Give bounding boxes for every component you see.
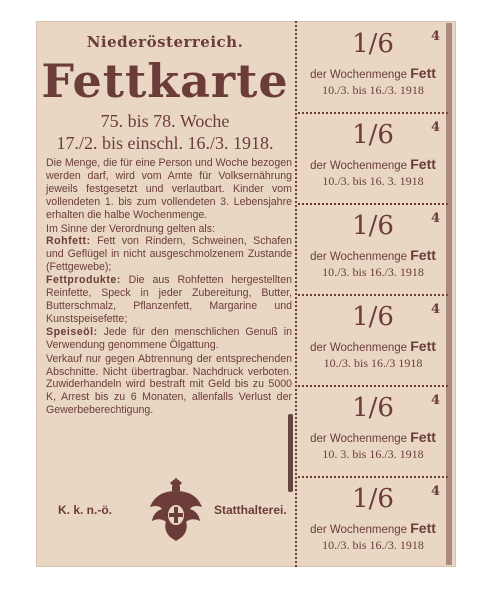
imperial-eagle-emblem-icon bbox=[148, 477, 204, 543]
coupon-amount: der Wochenmenge Fett bbox=[310, 338, 436, 354]
coupon-dates: 10./3. bis 16./3. 1918 bbox=[322, 265, 424, 279]
coupon-dates: 10./3. bis 16./3. 1918 bbox=[322, 83, 424, 97]
speiseol-label: Speiseöl: bbox=[46, 325, 98, 338]
rohfett-text: Fett von Rindern, Schweinen, Schafen und Geflügel in nicht ausgeschmolzenem Zustande (Fettgewebe); bbox=[46, 235, 292, 274]
definition-rohfett bbox=[46, 235, 292, 274]
card-title: Fettkarte bbox=[41, 54, 289, 108]
coupon-index: 4 bbox=[430, 393, 440, 408]
speiseol-text: Jede für den menschlichen Genuß in Verwendung genommene Ölgattung. bbox=[46, 325, 292, 351]
paragraph-definitions-intro: Im Sinne der Verordnung gelten als: bbox=[46, 222, 216, 235]
coupon-3[interactable] bbox=[298, 203, 448, 294]
coupon-index: 4 bbox=[430, 484, 440, 499]
paragraph-sale-rules: Verkauf nur gegen Abtrennung der entsprechenden Abschnitte. Nicht übertragbar. Nachdruck verboten. Zuwiderhandeln wird bestraft mit Geld bis zu 5000 K, Arrest bis zu 6 Monaten, allenfalls Verlust der Gewerbeberechtigung. bbox=[46, 352, 292, 417]
ration-card bbox=[36, 21, 456, 567]
rohfett-label: Rohfett: bbox=[46, 235, 91, 248]
issuer-left: K. k. n.-ö. bbox=[58, 503, 112, 517]
coupon-dates: 10./3. bis 16./3. 1918 bbox=[322, 538, 424, 552]
coupon-1[interactable] bbox=[298, 21, 448, 112]
perforation-divider bbox=[295, 21, 297, 567]
coupon-fraction: 1/6 4 bbox=[352, 29, 440, 59]
fettprodukte-text: Die aus Rohfetten hergestellten Reinfette, Speck in jeder Zubereitung, Butter, Butterschmalz, Pflanzenfett, Margarine und Kunstspeisefette; bbox=[46, 274, 292, 325]
coupon-index: 4 bbox=[430, 211, 440, 226]
coupon-index: 4 bbox=[430, 120, 440, 135]
coupon-amount: der Wochenmenge Fett bbox=[310, 65, 436, 81]
week-range: 75. bis 78. Woche bbox=[100, 111, 230, 131]
region-heading: Niederösterreich. bbox=[86, 33, 244, 51]
card-right-edge bbox=[446, 23, 452, 565]
coupon-5[interactable] bbox=[298, 385, 448, 476]
coupon-dates: 10. 3. bis 16./3. 1918 bbox=[322, 447, 424, 461]
coupon-fraction: 1/6 4 bbox=[352, 211, 440, 241]
coupon-4[interactable] bbox=[298, 294, 448, 385]
coupon-amount: der Wochenmenge Fett bbox=[310, 429, 436, 445]
coupon-amount: der Wochenmenge Fett bbox=[310, 156, 436, 172]
coupon-fraction: 1/6 4 bbox=[352, 484, 440, 514]
coupon-dates: 10./3. bis 16./3 1918 bbox=[323, 356, 423, 370]
coupon-amount: der Wochenmenge Fett bbox=[310, 247, 436, 263]
ink-stain bbox=[288, 414, 293, 492]
coupon-column bbox=[298, 21, 448, 567]
coupon-6[interactable] bbox=[298, 476, 448, 567]
paragraph-quantity: Die Menge, die für eine Person und Woche bezogen werden darf, wird vom Amte für Volksernährung jeweils festgesetzt und verlautbart. Kinder vom vollendeten 1. bis zum vollendeten 3. Lebensjahre erhalten die halbe Wochenmenge. bbox=[46, 157, 292, 221]
coupon-dates: 10./3. bis 16. 3. 1918 bbox=[322, 174, 424, 188]
definition-speiseol bbox=[46, 326, 292, 352]
coupon-2[interactable] bbox=[298, 112, 448, 203]
definition-fettprodukte bbox=[46, 274, 292, 326]
validity-dates: 17./2. bis einschl. 16./3. 1918. bbox=[56, 133, 274, 153]
coupon-fraction: 1/6 4 bbox=[352, 302, 440, 332]
coupon-fraction: 1/6 4 bbox=[352, 393, 440, 423]
issuer-right: Statthalterei. bbox=[214, 503, 287, 517]
card-main-section bbox=[36, 21, 294, 567]
coupon-amount: der Wochenmenge Fett bbox=[310, 520, 436, 536]
issuer-footer bbox=[58, 477, 298, 547]
coupon-index: 4 bbox=[430, 302, 440, 317]
coupon-index: 4 bbox=[430, 29, 440, 44]
coupon-fraction: 1/6 4 bbox=[352, 120, 440, 150]
regulations-text bbox=[46, 157, 292, 417]
fettprodukte-label: Fettprodukte: bbox=[46, 274, 121, 287]
